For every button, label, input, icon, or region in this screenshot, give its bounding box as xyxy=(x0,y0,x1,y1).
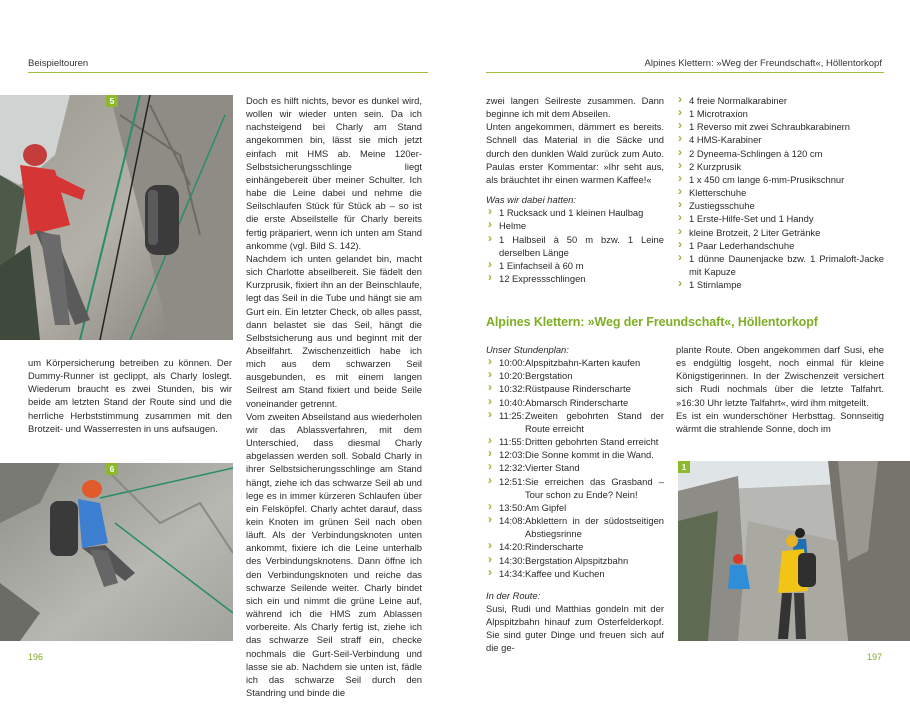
header-rule-left xyxy=(28,72,428,73)
body-paragraph: Es ist ein wunderschöner Herbsttag. Sonnseitig wärmt die strahlende Sonne, doch im xyxy=(676,409,884,434)
body-paragraph: um Körpersicherung betreiben zu können. Der Dummy-Runner ist geclippt, als Charly loslegt. Wiederum braucht es zwei Stunden, bis wir beide am letzten Stand der Route sind und die herrliche Herbststimmung zusammen mit den Brotzeit- und Wasserresten in uns aufsaugen. xyxy=(28,357,232,434)
list-item: › Kletterschuhe xyxy=(676,186,884,199)
schedule-heading: Unser Stundenplan: xyxy=(486,344,569,355)
schedule-item: › 13:50:Am Gipfel xyxy=(486,501,664,514)
schedule-item: › 10:00:Alpspitzbahn-Karten kaufen xyxy=(486,356,664,369)
header-rule-right xyxy=(486,72,884,73)
schedule-item: › 12:51: Sie erreichen das Grasband – Tour schon zu Ende? Nein! xyxy=(486,475,664,501)
body-paragraph: zwei langen Seilreste zusammen. Dann beginne ich mit dem Abseilen. xyxy=(486,95,664,120)
list-item: › 2 Kurzprusik xyxy=(676,160,884,173)
list-item: › 1 Paar Lederhandschuhe xyxy=(676,239,884,252)
page-number-right: 197 xyxy=(866,652,882,662)
list-item: › 12 Expressschlingen xyxy=(486,272,664,285)
column-4-top xyxy=(676,94,884,291)
column-1 xyxy=(28,356,232,435)
photo-number-badge: 5 xyxy=(106,95,118,107)
running-head-left: Beispieltouren xyxy=(28,58,89,69)
list-item: › 1 Microtraxion xyxy=(676,107,884,120)
list-item: › Zustiegsschuhe xyxy=(676,199,884,212)
list-item: › 4 HMS-Karabiner xyxy=(676,133,884,146)
photo-number-badge: 6 xyxy=(106,463,118,475)
schedule-item: › 14:30:Bergstation Alpspitzbahn xyxy=(486,554,664,567)
gear-heading: Was wir dabei hatten: xyxy=(486,194,576,206)
list-item: › kleine Brotzeit, 2 Liter Getränke xyxy=(676,226,884,239)
schedule-item: › 10:20:Bergstation xyxy=(486,369,664,382)
schedule-column xyxy=(486,343,664,655)
body-paragraph: Nachdem ich unten gelandet bin, macht sich Charlotte abseilbereit. Sie fädelt den Kurzprusik, fixiert ihn an der Beinschlaufe, legt das Seil in die Tube und hängt sie am Gurt ein. Ein letzter Check, ob alles passt, dann belastet sie das Seil, hängt die Selbstsicherung aus und beginnt mit der Abseilfahrt. Zwischenzeitlich habe ich mich aus dem schwarzen Seil ausgebunden, es mit einem langen Seilrest am Stand fixiert und beide Seile voneinander getrennt. xyxy=(246,252,422,409)
column-4-bottom xyxy=(676,343,884,435)
column-2 xyxy=(246,94,422,699)
photo-climber-haulbag xyxy=(0,95,233,340)
list-item: › Helme xyxy=(486,219,664,232)
list-item: › 1 Rucksack und 1 kleinen Haulbag xyxy=(486,206,664,219)
list-item: › 1 Reverso mit zwei Schraubkarabinern xyxy=(676,120,884,133)
body-paragraph: plante Route. Oben angekommen darf Susi, ehe es endgültig losgeht, noch einmal für kleine Königstigerinnen. In der Zwischenzeit versichert sich Rudi nochmals über die letzte Talfahrt. »16:30 Uhr letzte Talfahrt«, wird ihm mitgeteilt. xyxy=(676,344,884,408)
photo-climber-backpack-image xyxy=(0,463,233,641)
schedule-item: › 14:34:Kaffee und Kuchen xyxy=(486,567,664,580)
schedule-item: › 11:25: Zweiten gebohrten Stand der Route erreicht xyxy=(486,409,664,435)
schedule-item: › 10:40:Abmarsch Rinderscharte xyxy=(486,396,664,409)
section-title: Alpines Klettern: »Weg der Freundschaft«, Höllentorkopf xyxy=(486,315,818,329)
photo-climber-haulbag-image xyxy=(0,95,233,340)
photo-hikers-scree xyxy=(678,461,910,641)
list-item: › 1 dünne Daunenjacke bzw. 1 Primaloft-Jacke mit Kapuze xyxy=(676,252,884,278)
photo-hikers-scree-image xyxy=(678,461,910,641)
list-item: › 2 Dyneema-Schlingen à 120 cm xyxy=(676,147,884,160)
body-paragraph: Unten angekommen, dämmert es bereits. Schnell das Material in die Säcke und durch den dunklen Wald zurück zum Auto. Paulas erster Kommentar: »Ihr seht aus, als bräuchtet ihr einen warmen Kaffee!« xyxy=(486,121,664,185)
schedule-item: › 10:32:Rüstpause Rinderscharte xyxy=(486,382,664,395)
column-3 xyxy=(486,94,664,285)
gear-list-b xyxy=(676,94,884,291)
schedule-item: › 11:55:Dritten gebohrten Stand erreicht xyxy=(486,435,664,448)
photo-climber-backpack xyxy=(0,463,233,641)
schedule-item: › 12:32:Vierter Stand xyxy=(486,461,664,474)
list-item: › 1 Halbseil à 50 m bzw. 1 Leine derselben Länge xyxy=(486,233,664,259)
body-paragraph: Doch es hilft nichts, bevor es dunkel wird, wollen wir wieder unten sein. Da ich nachsteigend bei Charly am Stand angekommen bin, lässt sie mich jetzt einfach mit HMS ab. Meine 120er-Selbstsicherungsschlinge liegt einhängebereit über meiner Schulter. Ich habe die Leine dabei und nehme die Seilschlaufen Stück für Stück ab – so ist die erste Abseilstelle für Charly bereits fertig präpariert, wenn ich unten am Stand ankomme (vgl. Bild S. 142). xyxy=(246,95,422,251)
route-heading: In der Route: xyxy=(486,589,541,601)
body-paragraph: Vom zweiten Abseilstand aus wiederholen wir das Ablassverfahren, mit dem Unterschied, dass diesmal Charly abgelassen werden soll. Sobald Charly in ihrer Selbstsicherungsschlinge am Stand hängt, ziehe ich das schwarze Seil ab und lege es in immer kürzeren Schlaufen über ein Felsköpfel. Charly achtet darauf, dass kein Knoten im grünen Seil nach oben läuft. Als der Verbindungsknoten unten ankommt, fixiere ich die Leine unterhalb des Verbindungsknotens. Dann öffne ich den Verbindungsknoten und reiche das schwarze Seilende weiter. Charly bindet sich ein und nimmt die grüne Leine auf, während ich die HMS zum Ablassen vorbereite. Als Charly fertig ist, ziehe ich das schwarze Seil straff ein, checke nochmals die Gurt-Seil-Verbindung und lasse sie ab. Nachdem sie unten ist, fädle ich das schwarze Seil durch den Standring und binde die xyxy=(246,410,422,699)
gear-list-a xyxy=(486,206,664,285)
schedule-item: › 12:03:Die Sonne kommt in die Wand. xyxy=(486,448,664,461)
page-number-left: 196 xyxy=(28,652,44,662)
list-item: › 1 x 450 cm lange 6-mm-Prusikschnur xyxy=(676,173,884,186)
list-item: › 1 Stirnlampe xyxy=(676,278,884,291)
body-paragraph: Susi, Rudi und Matthias gondeln mit der Alpspitzbahn hinauf zum Osterfelderkopf. Sie sind guter Dinge und freuen sich auf die ge- xyxy=(486,602,664,654)
schedule-item: › 14:08: Abklettern in der südostseitigen Abstiegsrinne xyxy=(486,514,664,540)
running-head-right: Alpines Klettern: »Weg der Freundschaft«, Höllentorkopf xyxy=(644,58,882,69)
photo-number-badge: 1 xyxy=(678,461,690,473)
schedule-list xyxy=(486,356,664,580)
list-item: › 1 Einfachseil à 60 m xyxy=(486,259,664,272)
list-item: › 1 Erste-Hilfe-Set und 1 Handy xyxy=(676,212,884,225)
list-item: › 4 freie Normalkarabiner xyxy=(676,94,884,107)
schedule-item: › 14:20:Rinderscharte xyxy=(486,540,664,553)
